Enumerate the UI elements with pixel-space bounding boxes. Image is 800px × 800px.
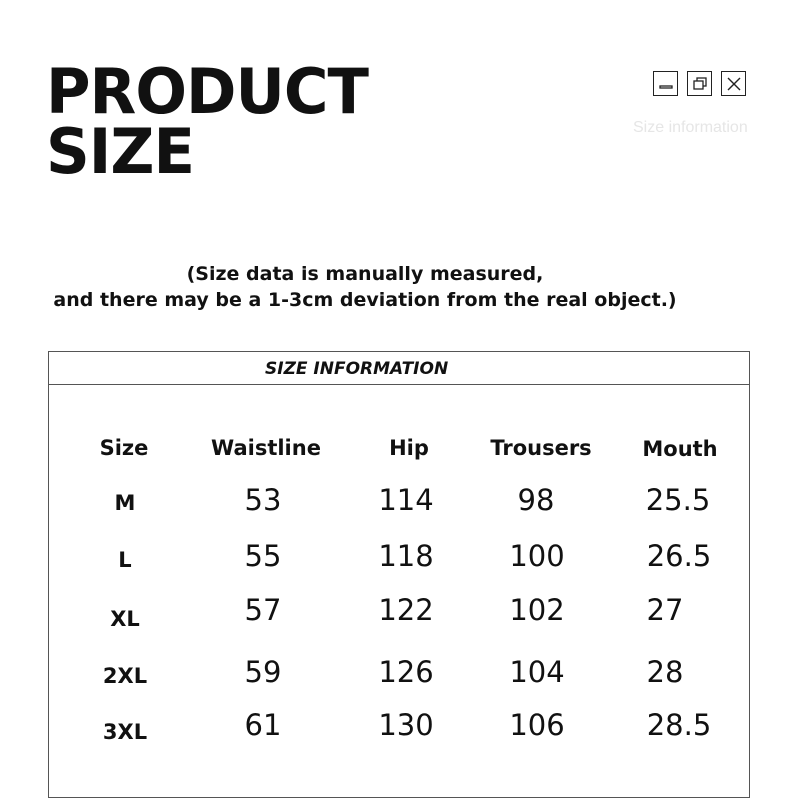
table-cell-mouth: 28.5 — [646, 708, 712, 742]
table-row-size: 3XL — [102, 720, 148, 744]
table-cell-trousers: 104 — [509, 655, 565, 689]
table-cell-trousers: 100 — [509, 539, 565, 573]
table-cell-hip: 118 — [378, 539, 434, 573]
table-row-size: M — [114, 491, 136, 515]
size-information-panel — [48, 351, 750, 798]
table-cell-mouth: 28 — [646, 655, 684, 689]
table-cell-trousers: 98 — [517, 483, 555, 517]
table-cell-hip: 122 — [378, 593, 434, 627]
column-header-hip: Hip — [389, 436, 429, 460]
restore-icon — [687, 71, 712, 96]
table-cell-waistline: 57 — [244, 593, 282, 627]
table-cell-hip: 130 — [378, 708, 434, 742]
window-controls — [653, 71, 746, 96]
page-title — [46, 55, 368, 188]
table-cell-mouth: 25.5 — [645, 483, 711, 517]
column-header-mouth: Mouth — [642, 437, 718, 461]
table-row-size: 2XL — [102, 664, 148, 688]
measurement-note — [0, 261, 730, 313]
table-cell-waistline: 53 — [244, 483, 282, 517]
minimize-icon — [653, 71, 678, 96]
table-cell-hip: 126 — [378, 655, 434, 689]
title-line-1: PRODUCT — [46, 55, 368, 128]
table-cell-waistline: 59 — [244, 655, 282, 689]
table-cell-waistline: 61 — [244, 708, 282, 742]
table-row-size: XL — [110, 607, 140, 631]
note-line-1: (Size data is manually measured, — [186, 263, 544, 285]
table-cell-hip: 114 — [378, 483, 434, 517]
table-cell-mouth: 27 — [646, 593, 684, 627]
column-header-trousers: Trousers — [490, 436, 592, 460]
panel-header-title: SIZE INFORMATION — [265, 359, 449, 379]
table-cell-waistline: 55 — [244, 539, 282, 573]
table-row-size: L — [118, 548, 132, 572]
table-cell-trousers: 106 — [509, 708, 565, 742]
size-information-caption: Size information — [633, 119, 748, 136]
table-cell-mouth: 26.5 — [646, 539, 712, 573]
table-cell-trousers: 102 — [509, 593, 565, 627]
close-icon — [721, 71, 746, 96]
title-line-2: SIZE — [46, 115, 195, 188]
column-header-size: Size — [99, 436, 149, 460]
panel-header — [49, 352, 749, 385]
column-header-waistline: Waistline — [211, 436, 321, 460]
note-line-2: and there may be a 1-3cm deviation from the real object.) — [53, 289, 677, 311]
